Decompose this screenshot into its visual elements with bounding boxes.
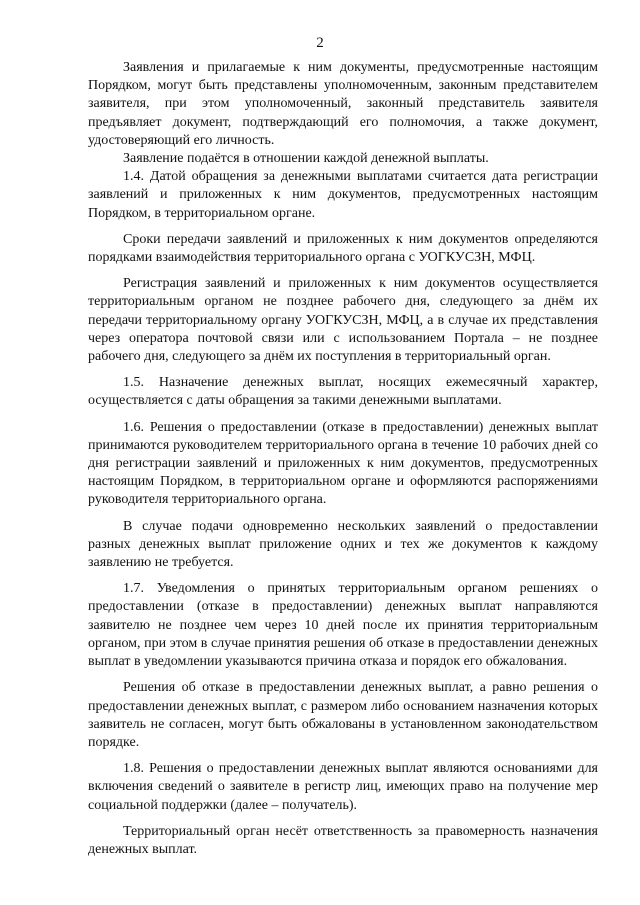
document-body — [88, 59, 598, 859]
paragraph-transfer-terms: Сроки передачи заявлений и приложенных к ним документов определяются порядками взаимодействия территориального органа с УОГКУСЗН, МФЦ. — [88, 231, 598, 266]
paragraph-multiple-applications: В случае подачи одновременно нескольких заявлений о предоставлении разных денежных выплат приложение одних и тех же документов к каждому заявлению не требуется. — [88, 518, 598, 571]
paragraph-1-8-register: 1.8. Решения о предоставлении денежных выплат являются основаниями для включения сведений о заявителе в регистр лиц, имеющих право на получение мер социальной поддержки (далее – получатель). — [88, 761, 598, 813]
paragraph-appeal: Решения об отказе в предоставлении денежных выплат, а равно решения о предоставлении денежных выплат, с размером либо основанием назначения которых заявитель не согласен, могут быть обжалованы в установленном законодательством порядке. — [88, 680, 598, 750]
paragraph-1-5-monthly-payments: 1.5. Назначение денежных выплат, носящих ежемесячный характер, осуществляется с даты обращения за такими денежными выплатами. — [88, 375, 598, 409]
paragraph-registration: Регистрация заявлений и приложенных к ним документов осуществляется территориальным органом не позднее рабочего дня, следующего за днём их передачи территориальному органу УОГКУСЗН, МФЦ, а в случае их представления через оператора почтовой связи или с использованием Портала – не позднее рабочего дня, следующего за днём их поступления в территориальный орган. — [88, 276, 598, 365]
paragraph-1-7-notifications: 1.7. Уведомления о принятых территориальным органом решениях о предоставлении (отказе в предоставлении) денежных выплат направляются заявителю не позднее чем через 10 дней после их принятия территориальным органом, при этом в случае принятия решения об отказе в предоставлении денежных выплат в уведомлении указываются причина отказа и порядок его обжалования. — [88, 581, 598, 670]
paragraph-representatives: Заявления и прилагаемые к ним документы, предусмотренные настоящим Порядком, могут быть представлены уполномоченным, законным представителем заявителя, при этом уполномоченный, законный представитель заявителя предъявляет документ, подтверждающий его полномочия, а также документ, удостоверяющий его личность. — [88, 60, 598, 148]
page-number: 2 — [316, 35, 324, 51]
paragraph-1-4-application-date: 1.4. Датой обращения за денежными выплатами считается дата регистрации заявлений и приложенных к ним документов, предусмотренных настоящим Порядком, в территориальном органе. — [88, 169, 598, 221]
paragraph-responsibility: Территориальный орган несёт ответственность за правомерность назначения денежных выплат. — [88, 823, 598, 857]
paragraph-each-payment: Заявление подаётся в отношении каждой денежной выплаты. — [123, 151, 489, 167]
paragraph-1-6-decisions: 1.6. Решения о предоставлении (отказе в предоставлении) денежных выплат принимаются руководителем территориального органа в течение 10 рабочих дней со дня регистрации заявлений и приложенных к ним документов, предусмотренных настоящим Порядком, в территориальном органе и оформляются распоряжениями руководителя территориального органа. — [88, 419, 598, 508]
